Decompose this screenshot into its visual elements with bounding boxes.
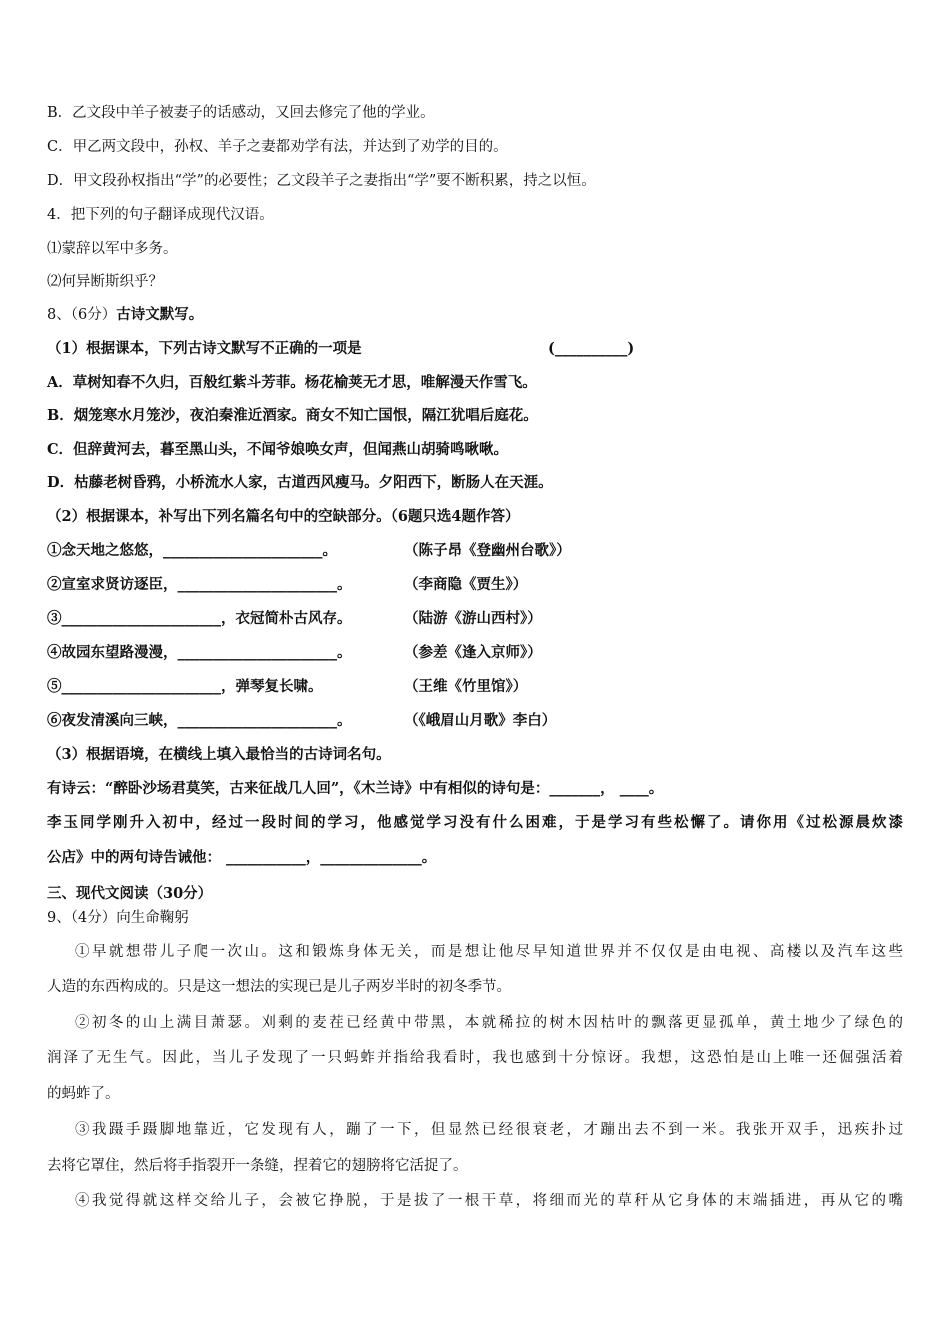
paragraph-3-line-1: ③我蹑手蹑脚地靠近，它发现有人，蹦了一下，但显然已经很衰老，才蹦出去不到一米。我张开双手，迅疾扑过 bbox=[75, 1122, 903, 1138]
fill-blank-1-source: （陈子昂《登幽州台歌》） bbox=[404, 542, 571, 559]
fill-blank-3-source: （陆游《游山西村》） bbox=[404, 610, 542, 627]
li-yu-prompt-line-1: 李玉同学刚升入初中，经过一段时间的学习，他感觉学习没有什么困难，于是学习有些松懈了。请你用《过松源晨炊漆 bbox=[47, 814, 903, 831]
paragraph-1-line-1: ①早就想带儿子爬一次山。这和锻炼身体无关，而是想让他尽早知道世界并不仅仅是由电视、高楼以及汽车这些 bbox=[75, 944, 903, 960]
question-8-title: 古诗文默写。 bbox=[116, 306, 204, 323]
fill-blank-6: ⑥夜发清溪向三峡，______________________。 bbox=[47, 712, 352, 729]
li-yu-prompt-line-2: 公店》中的两句诗告诫他： ___________，______________。 bbox=[47, 849, 437, 866]
poem-context: 有诗云：“醉卧沙场君莫笑，古来征战几人回”，《木兰诗》中有相似的诗句是：_______， ____。 bbox=[47, 780, 664, 797]
paragraph-2-line-3: 的蚂蚱了。 bbox=[47, 1086, 120, 1102]
question-4-item-2: ⑵何异断斯织乎？ bbox=[47, 274, 163, 290]
fill-blank-5: ⑤______________________，弹琴复长啸。 bbox=[47, 678, 323, 695]
question-8-part-2: （2）根据课本，补写出下列名篇名句中的空缺部分。（6题只选4题作答） bbox=[47, 508, 520, 525]
section-3-heading: 三、现代文阅读（30分） bbox=[47, 885, 213, 902]
fill-blank-2-source: （李商隐《贾生》） bbox=[404, 576, 528, 593]
fill-blank-4-source: （参差《逢入京师》） bbox=[404, 644, 542, 661]
paragraph-3-line-2: 去将它罩住，然后将手指裂开一条缝，捏着它的翅膀将它活捉了。 bbox=[47, 1158, 468, 1174]
question-8-part-1: （1）根据课本，下列古诗文默写不正确的一项是 bbox=[47, 340, 362, 357]
fill-blank-3: ③______________________，衣冠简朴古风存。 bbox=[47, 610, 352, 627]
question-8-heading bbox=[47, 305, 203, 325]
paragraph-2-line-1: ②初冬的山上满目萧瑟。刈剩的麦茬已经黄中带黑，本就稀拉的树木因枯叶的飘落更显孤单，黄土地少了绿色的 bbox=[75, 1015, 903, 1031]
choice-c: C．但辞黄河去，暮至黑山头，不闻爷娘唤女声，但闻燕山胡骑鸣啾啾。 bbox=[47, 441, 509, 458]
question-9-title: 9、（4分）向生命鞠躬 bbox=[47, 910, 189, 926]
question-8-number: 8、（6分） bbox=[47, 307, 117, 323]
fill-blank-1: ①念天地之悠悠，______________________。 bbox=[47, 542, 337, 559]
fill-blank-5-source: （王维《竹里馆》） bbox=[404, 678, 528, 695]
paragraph-2-line-2: 润泽了无生气。因此，当儿子发现了一只蚂蚱并指给我看时，我也感到十分惊讶。我想，这恐怕是山上唯一还倔强活着 bbox=[47, 1050, 903, 1066]
option-c-text: C．甲乙两文段中，孙权、羊子之妻都劝学有法，并达到了劝学的目的。 bbox=[47, 139, 508, 155]
fill-blank-6-source: （《峨眉山月歌》李白） bbox=[404, 712, 557, 729]
question-8-part-3: （3）根据语境，在横线上填入最恰当的古诗词名句。 bbox=[47, 746, 391, 763]
option-d-text: D．甲文段孙权指出“学”的必要性；乙文段羊子之妻指出“学”要不断积累，持之以恒。 bbox=[47, 173, 596, 189]
question-4-item-1: ⑴蒙辞以军中多务。 bbox=[47, 241, 178, 257]
fill-blank-2: ②宣室求贤访逐臣，______________________。 bbox=[47, 576, 352, 593]
paragraph-1-line-2: 人造的东西构成的。只是这一想法的实现已是儿子两岁半时的初冬季节。 bbox=[47, 979, 511, 995]
fill-blank-4: ④故园东望路漫漫，______________________。 bbox=[47, 644, 352, 661]
choice-b: B．烟笼寒水月笼沙，夜泊秦淮近酒家。商女不知亡国恨，隔江犹唱后庭花。 bbox=[47, 407, 538, 424]
choice-a: A．草树知春不久归，百般红紫斗芳菲。杨花榆荚无才思，唯解漫天作雪飞。 bbox=[47, 374, 537, 391]
answer-bracket: (__________) bbox=[548, 340, 635, 357]
option-b-text: B．乙文段中羊子被妻子的话感动，又回去修完了他的学业。 bbox=[47, 105, 435, 121]
question-4: 4．把下列的句子翻译成现代汉语。 bbox=[47, 207, 274, 223]
paragraph-4-line-1: ④我觉得就这样交给儿子，会被它挣脱，于是拔了一根干草，将细而光的草秆从它身体的末端插进，再从它的嘴 bbox=[75, 1193, 903, 1209]
choice-d: D．枯藤老树昏鸦，小桥流水人家，古道西风瘦马。夕阳西下，断肠人在天涯。 bbox=[47, 474, 553, 491]
